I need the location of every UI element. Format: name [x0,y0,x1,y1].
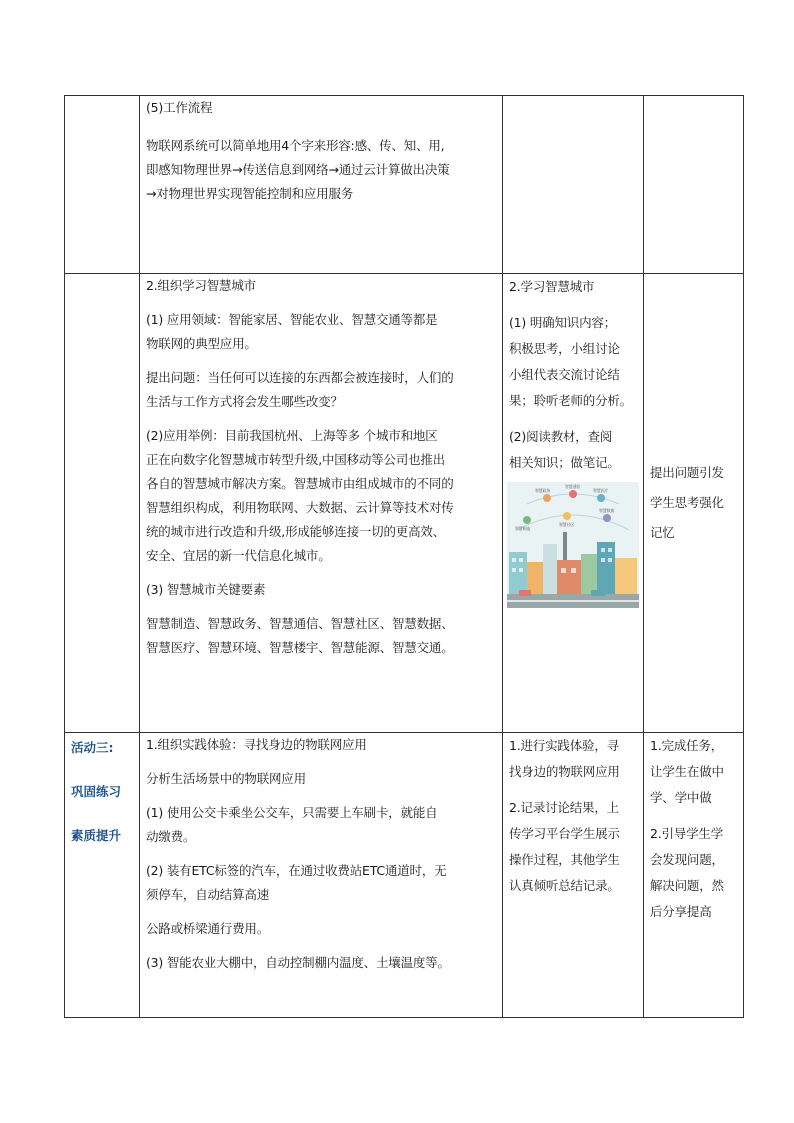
text-line: (3) 智能农业大棚中，自动控制棚内温度、土壤温度等。 [146,955,450,970]
text-line: (2) 装有ETC标签的汽车，在通过收费站ETC通道时，无 [146,863,447,878]
text-line: 正在向数字化智慧城市转型升级,中国移动等公司也推出 [146,452,445,467]
student-activity-cell [503,274,644,733]
section-heading: 2.学习智慧城市 [509,279,595,294]
svg-text:智慧通信: 智慧通信 [565,484,581,489]
section-heading: (5)工作流程 [146,100,213,115]
text-line: 操作过程，其他学生 [509,852,620,867]
text-line: 1.完成任务， [650,738,724,753]
text-line: 提出问题引发 [650,465,724,480]
text-line: 积极思考，小组讨论 [509,341,620,356]
text-line: 小组代表交流讨论结 [509,367,620,382]
text-line: 智慧组织构成，利用物联网、大数据、云计算等技术对传 [146,500,454,515]
table-row [65,274,744,733]
text-line: 智慧制造、智慧政务、智慧通信、智慧社区、智慧数据、 [146,616,454,631]
activity-subtitle: 素质提升 [71,828,122,843]
text-line: 公路或桥梁通行费用。 [146,921,270,936]
text-line: 1.进行实践体验，寻 [509,738,619,753]
svg-text:智慧政务: 智慧政务 [535,488,551,493]
design-intent-cell [644,96,744,274]
text-line: 传学习平台学生展示 [509,826,620,841]
design-intent-cell [644,274,744,733]
svg-text:智慧社区: 智慧社区 [559,522,575,527]
text-line: (1) 使用公交卡乘坐公交车，只需要上车刷卡，就能自 [146,805,438,820]
text-line: 须停车，自动结算高速 [146,887,270,902]
text-line: 后分享提高 [650,904,712,919]
svg-text:智慧制造: 智慧制造 [515,526,531,531]
smart-city-illustration [507,482,639,608]
text-line: 学、学中做 [650,790,712,805]
text-line: 智慧医疗、智慧环境、智慧楼宇、智慧能源、智慧交通。 [146,640,454,655]
section-heading: 2.组织学习智慧城市 [146,278,256,293]
section-heading: 1.组织实践体验：寻找身边的物联网应用 [146,737,367,752]
activity-cell [65,733,140,1018]
text-line: 相关知识；做笔记。 [509,455,620,470]
text-line: 提出问题：当任何可以连接的东西都会被连接时，人们的 [146,370,454,385]
activity-title: 活动三: [71,740,114,755]
text-line: →对物理世界实现智能控制和应用服务 [146,186,354,201]
table-row [65,96,744,274]
text-line: 统的城市进行改造和升级,形成能够连接一切的更高效、 [146,524,445,539]
text-line: 认真倾听总结记录。 [509,878,620,893]
text-line: 2.记录讨论结果，上 [509,800,619,815]
teacher-activity-cell [140,733,503,1018]
text-line: 物联网系统可以简单地用4个字来形容:感、传、知、用, [146,138,445,153]
text-line: 即感知物理世界→传送信息到网络→通过云计算做出决策 [146,162,450,177]
text-line: 让学生在做中 [650,764,724,779]
teacher-activity-cell [140,96,503,274]
svg-text:智慧数据: 智慧数据 [599,508,615,513]
text-line: (2)阅读教材，查阅 [509,429,613,444]
text-line: 找身边的物联网应用 [509,764,620,779]
activity-cell [65,96,140,274]
student-activity-cell [503,733,644,1018]
text-line: 各自的智慧城市解决方案。智慧城市由组成城市的不同的 [146,476,454,491]
text-line: 果；聆听老师的分析。 [509,393,633,408]
text-line: (1) 明确知识内容； [509,315,616,330]
text-line: 动缴费。 [146,829,196,844]
lesson-plan-table [64,95,744,1018]
text-line: 解决问题，然 [650,878,724,893]
text-line: 会发现问题， [650,852,724,867]
text-line: 安全、宜居的新一代信息化城市。 [146,548,331,563]
table-row [65,733,744,1018]
text-line: (2)应用举例：目前我国杭州、上海等多 个城市和地区 [146,428,438,443]
student-activity-cell [503,96,644,274]
activity-subtitle: 巩固练习 [71,784,122,799]
svg-text:智慧医疗: 智慧医疗 [593,488,609,493]
activity-cell [65,274,140,733]
text-line: (3) 智慧城市关键要素 [146,582,266,597]
teacher-activity-cell [140,274,503,733]
text-line: 学生思考强化 [650,495,724,510]
text-line: 2.引导学生学 [650,826,724,841]
text-line: (1) 应用领域：智能家居、智能农业、智慧交通等都是 [146,312,438,327]
design-intent-cell [644,733,744,1018]
text-line: 记忆 [650,525,675,540]
text-line: 分析生活场景中的物联网应用 [146,771,306,786]
text-line: 生活与工作方式将会发生哪些改变？ [146,394,343,409]
text-line: 物联网的典型应用。 [146,336,257,351]
